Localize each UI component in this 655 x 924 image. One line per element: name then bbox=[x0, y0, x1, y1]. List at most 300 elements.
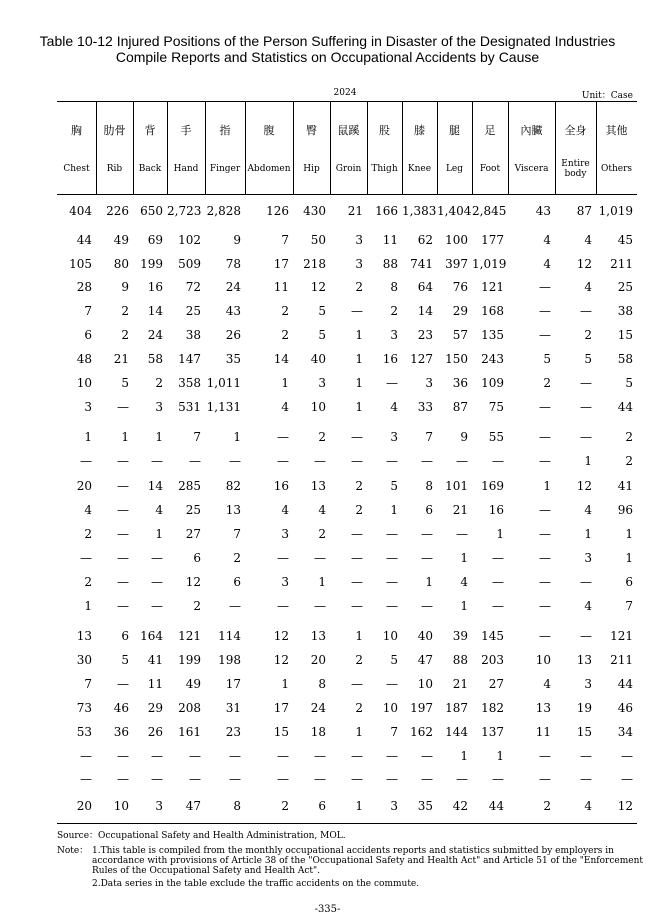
table-cell: — bbox=[421, 551, 433, 565]
column-header bbox=[555, 102, 596, 194]
table-cell: 13 bbox=[225, 503, 241, 517]
column-header-en: Viscera bbox=[514, 164, 549, 174]
table-cell: 13 bbox=[310, 629, 326, 643]
table-cell: — bbox=[539, 304, 551, 318]
table-cell: 88 bbox=[382, 257, 398, 271]
table-cell: 15 bbox=[617, 328, 633, 342]
table-cell: — bbox=[117, 527, 129, 541]
table-cell: 509 bbox=[178, 257, 201, 271]
table-cell: — bbox=[351, 551, 363, 565]
table-cell: — bbox=[492, 772, 504, 786]
table-cell: 73 bbox=[76, 701, 92, 715]
table-cell: 40 bbox=[310, 352, 326, 366]
table-cell: — bbox=[421, 749, 433, 763]
table-cell: 145 bbox=[481, 629, 504, 643]
table-cell: 5 bbox=[121, 376, 129, 390]
table-cell: 150 bbox=[445, 352, 468, 366]
table-cell: 2 bbox=[281, 799, 289, 813]
table-cell: — bbox=[456, 772, 468, 786]
table-cell: 87 bbox=[452, 400, 468, 414]
table-cell: 49 bbox=[185, 677, 201, 691]
column-divider bbox=[133, 102, 134, 194]
table-cell: — bbox=[539, 575, 551, 589]
table-cell: 14 bbox=[147, 479, 163, 493]
table-cell: 11 bbox=[535, 725, 551, 739]
table-cell: 10 bbox=[417, 677, 433, 691]
table-cell: — bbox=[386, 599, 398, 613]
table-cell: — bbox=[117, 479, 129, 493]
table-cell: 4 bbox=[318, 503, 326, 517]
column-header-en: Back bbox=[138, 164, 162, 174]
table-cell: 3 bbox=[281, 575, 289, 589]
table-cell: 137 bbox=[481, 725, 504, 739]
table-cell: 15 bbox=[273, 725, 289, 739]
table-cell: 2,845 bbox=[472, 204, 507, 218]
table-cell: 47 bbox=[185, 799, 201, 813]
table-cell: 29 bbox=[452, 304, 468, 318]
table-cell: — bbox=[229, 599, 241, 613]
table-cell: — bbox=[539, 551, 551, 565]
table-cell: 12 bbox=[576, 479, 592, 493]
table-cell: — bbox=[580, 400, 592, 414]
table-cell: 1 bbox=[355, 376, 363, 390]
table-cell: — bbox=[189, 454, 201, 468]
table-cell: — bbox=[386, 677, 398, 691]
table-cell: 2 bbox=[355, 653, 363, 667]
table-cell: 30 bbox=[76, 653, 92, 667]
table-cell: 41 bbox=[147, 653, 163, 667]
table-cell: 2 bbox=[121, 304, 129, 318]
table-cell: 49 bbox=[113, 233, 129, 247]
table-cell: — bbox=[386, 551, 398, 565]
table-cell: 1 bbox=[355, 352, 363, 366]
column-divider bbox=[293, 102, 294, 194]
table-cell: 2 bbox=[543, 799, 551, 813]
table-cell: 169 bbox=[481, 479, 504, 493]
table-cell: 46 bbox=[113, 701, 129, 715]
table-cell: 5 bbox=[390, 479, 398, 493]
table-cell: 164 bbox=[140, 629, 163, 643]
column-header bbox=[167, 102, 205, 194]
table-cell: 4 bbox=[543, 257, 551, 271]
table-cell: 4 bbox=[281, 400, 289, 414]
table-cell: 5 bbox=[543, 352, 551, 366]
table-cell: 27 bbox=[185, 527, 201, 541]
table-cell: — bbox=[151, 772, 163, 786]
table-cell: 48 bbox=[76, 352, 92, 366]
table-cell: — bbox=[151, 599, 163, 613]
table-cell: 7 bbox=[84, 677, 92, 691]
table-cell: 1 bbox=[84, 599, 92, 613]
table-cell: 1 bbox=[155, 527, 163, 541]
table-cell: 13 bbox=[535, 701, 551, 715]
table-cell: — bbox=[456, 527, 468, 541]
table-cell: 5 bbox=[121, 653, 129, 667]
table-cell: 96 bbox=[617, 503, 633, 517]
column-header-zh: 內臟 bbox=[520, 124, 543, 137]
table-cell: 44 bbox=[76, 233, 92, 247]
table-cell: — bbox=[621, 772, 633, 786]
table-cell: 161 bbox=[178, 725, 201, 739]
year-label: 2024 bbox=[333, 88, 357, 98]
table-cell: 147 bbox=[178, 352, 201, 366]
table-cell: 24 bbox=[310, 701, 326, 715]
table-cell: 39 bbox=[452, 629, 468, 643]
table-cell: 121 bbox=[178, 629, 201, 643]
table-cell: 101 bbox=[445, 479, 468, 493]
table-cell: 10 bbox=[535, 653, 551, 667]
table-cell: 166 bbox=[375, 204, 398, 218]
column-divider bbox=[555, 102, 556, 194]
table-cell: — bbox=[351, 430, 363, 444]
column-header-en: Leg bbox=[445, 164, 464, 174]
table-cell: — bbox=[539, 430, 551, 444]
table-cell: 531 bbox=[178, 400, 201, 414]
column-divider bbox=[508, 102, 509, 194]
table-cell: 4 bbox=[281, 503, 289, 517]
table-cell: 3 bbox=[390, 799, 398, 813]
table-cell: 6 bbox=[425, 503, 433, 517]
table-cell: 2 bbox=[281, 328, 289, 342]
column-header bbox=[596, 102, 637, 194]
table-cell: — bbox=[580, 629, 592, 643]
column-divider bbox=[367, 102, 368, 194]
table-cell: 4 bbox=[584, 233, 592, 247]
table-cell: 16 bbox=[488, 503, 504, 517]
table-cell: 42 bbox=[452, 799, 468, 813]
table-cell: 2 bbox=[281, 304, 289, 318]
table-cell: 6 bbox=[84, 328, 92, 342]
column-header-en: Chest bbox=[63, 164, 90, 174]
table-cell: 50 bbox=[310, 233, 326, 247]
table-cell: 2 bbox=[155, 376, 163, 390]
table-cell: 9 bbox=[121, 280, 129, 294]
table-cell: 5 bbox=[584, 352, 592, 366]
table-cell: 88 bbox=[452, 653, 468, 667]
table-cell: 57 bbox=[452, 328, 468, 342]
table-cell: 27 bbox=[488, 677, 504, 691]
table-cell: — bbox=[277, 749, 289, 763]
table-cell: 38 bbox=[185, 328, 201, 342]
table-cell: 44 bbox=[488, 799, 504, 813]
table-cell: 38 bbox=[617, 304, 633, 318]
table-cell: — bbox=[189, 772, 201, 786]
table-cell: — bbox=[492, 454, 504, 468]
table-cell: 4 bbox=[460, 575, 468, 589]
column-divider bbox=[245, 102, 246, 194]
table-cell: 2,828 bbox=[206, 204, 241, 218]
table-cell: 3 bbox=[318, 376, 326, 390]
table-cell: 6 bbox=[233, 575, 241, 589]
table-cell: 17 bbox=[225, 677, 241, 691]
table-cell: — bbox=[351, 772, 363, 786]
table-cell: — bbox=[539, 527, 551, 541]
table-cell: 62 bbox=[417, 233, 433, 247]
table-cell: 177 bbox=[481, 233, 504, 247]
table-cell: 43 bbox=[535, 204, 551, 218]
table-cell: — bbox=[151, 749, 163, 763]
table-cell: 11 bbox=[382, 233, 398, 247]
table-cell: 404 bbox=[69, 204, 92, 218]
table-cell: 1 bbox=[625, 527, 633, 541]
column-divider bbox=[596, 102, 597, 194]
table-cell: 6 bbox=[318, 799, 326, 813]
table-cell: 45 bbox=[617, 233, 633, 247]
table-cell: 109 bbox=[481, 376, 504, 390]
table-cell: 1 bbox=[460, 599, 468, 613]
table-cell: 21 bbox=[347, 204, 363, 218]
table-cell: 358 bbox=[178, 376, 201, 390]
column-header bbox=[133, 102, 167, 194]
table-cell: 1 bbox=[355, 725, 363, 739]
table-cell: — bbox=[386, 749, 398, 763]
table-cell: 4 bbox=[584, 280, 592, 294]
table-cell: 102 bbox=[178, 233, 201, 247]
table-cell: 1 bbox=[355, 629, 363, 643]
table-cell: — bbox=[277, 454, 289, 468]
table-cell: 2 bbox=[625, 430, 633, 444]
column-header-zh: 胸 bbox=[71, 124, 82, 137]
table-cell: 17 bbox=[273, 257, 289, 271]
column-header bbox=[437, 102, 472, 194]
table-cell: — bbox=[621, 749, 633, 763]
table-cell: 7 bbox=[281, 233, 289, 247]
table-cell: 12 bbox=[576, 257, 592, 271]
table-cell: 1 bbox=[233, 430, 241, 444]
table-cell: 3 bbox=[281, 527, 289, 541]
table-cell: 25 bbox=[617, 280, 633, 294]
table-cell: 100 bbox=[445, 233, 468, 247]
column-divider bbox=[205, 102, 206, 194]
table-cell: 208 bbox=[178, 701, 201, 715]
table-cell: 12 bbox=[310, 280, 326, 294]
table-cell: 2 bbox=[84, 527, 92, 541]
column-header-en: Entire body bbox=[561, 159, 590, 179]
table-cell: 2 bbox=[355, 280, 363, 294]
table-cell: 13 bbox=[310, 479, 326, 493]
table-cell: 82 bbox=[225, 479, 241, 493]
table-cell: 3 bbox=[390, 328, 398, 342]
table-cell: — bbox=[386, 772, 398, 786]
table-cell: 58 bbox=[617, 352, 633, 366]
table-cell: — bbox=[117, 772, 129, 786]
table-bottom-rule bbox=[57, 823, 637, 824]
table-cell: 121 bbox=[610, 629, 633, 643]
table-cell: — bbox=[117, 400, 129, 414]
table-cell: 3 bbox=[84, 400, 92, 414]
table-cell: — bbox=[117, 503, 129, 517]
column-header-zh: 股 bbox=[379, 124, 390, 137]
table-cell: 2 bbox=[584, 328, 592, 342]
column-divider bbox=[402, 102, 403, 194]
table-cell: 1 bbox=[281, 677, 289, 691]
table-cell: 16 bbox=[382, 352, 398, 366]
table-cell: — bbox=[492, 575, 504, 589]
table-cell: 1 bbox=[390, 503, 398, 517]
table-cell: 35 bbox=[225, 352, 241, 366]
table-cell: 1 bbox=[355, 328, 363, 342]
table-cell: 2 bbox=[318, 527, 326, 541]
column-header bbox=[96, 102, 133, 194]
table-cell: 1,404 bbox=[437, 204, 472, 218]
table-cell: — bbox=[539, 772, 551, 786]
column-header bbox=[57, 102, 96, 194]
table-cell: — bbox=[351, 454, 363, 468]
page-number: -335- bbox=[314, 904, 341, 915]
table-cell: 3 bbox=[355, 233, 363, 247]
table-cell: — bbox=[117, 551, 129, 565]
table-cell: 34 bbox=[617, 725, 633, 739]
table-cell: 26 bbox=[147, 725, 163, 739]
table-cell: 1,131 bbox=[206, 400, 241, 414]
table-cell: 2,723 bbox=[167, 204, 202, 218]
table-cell: 78 bbox=[225, 257, 241, 271]
column-header bbox=[245, 102, 293, 194]
table-cell: 285 bbox=[178, 479, 201, 493]
table-cell: 76 bbox=[452, 280, 468, 294]
table-cell: 5 bbox=[390, 653, 398, 667]
table-cell: 1 bbox=[155, 430, 163, 444]
column-header-zh: 足 bbox=[484, 124, 496, 137]
table-cell: 72 bbox=[185, 280, 201, 294]
table-cell: 17 bbox=[273, 701, 289, 715]
table-cell: 7 bbox=[425, 430, 433, 444]
table-cell: 44 bbox=[617, 400, 633, 414]
table-cell: 69 bbox=[147, 233, 163, 247]
table-cell: 3 bbox=[390, 430, 398, 444]
table-cell: 4 bbox=[543, 233, 551, 247]
column-header bbox=[508, 102, 555, 194]
table-cell: 1,383 bbox=[402, 204, 437, 218]
column-divider bbox=[472, 102, 473, 194]
table-cell: — bbox=[314, 749, 326, 763]
table-cell: 18 bbox=[310, 725, 326, 739]
unit-label: Unit：Case bbox=[581, 91, 633, 101]
table-cell: 33 bbox=[417, 400, 433, 414]
column-header-zh: 腹 bbox=[263, 124, 275, 137]
table-cell: 28 bbox=[76, 280, 92, 294]
table-cell: 114 bbox=[218, 629, 241, 643]
table-cell: 12 bbox=[617, 799, 633, 813]
column-header-zh: 臀 bbox=[306, 124, 317, 137]
table-cell: 5 bbox=[318, 304, 326, 318]
table-cell: 40 bbox=[417, 629, 433, 643]
table-cell: 1,019 bbox=[598, 204, 633, 218]
table-cell: — bbox=[351, 599, 363, 613]
table-cell: 741 bbox=[410, 257, 433, 271]
table-cell: 6 bbox=[121, 629, 129, 643]
table-cell: 19 bbox=[576, 701, 592, 715]
table-cell: 2 bbox=[355, 479, 363, 493]
table-cell: 7 bbox=[84, 304, 92, 318]
table-cell: 3 bbox=[155, 400, 163, 414]
table-cell: 6 bbox=[193, 551, 201, 565]
table-cell: 5 bbox=[318, 328, 326, 342]
table-cell: — bbox=[314, 599, 326, 613]
table-cell: — bbox=[229, 454, 241, 468]
table-cell: 14 bbox=[147, 304, 163, 318]
table-cell: 3 bbox=[355, 257, 363, 271]
table-cell: 197 bbox=[410, 701, 433, 715]
table-cell: 36 bbox=[452, 376, 468, 390]
table-cell: 211 bbox=[610, 257, 633, 271]
column-header bbox=[367, 102, 402, 194]
column-header-zh: 鼠蹊 bbox=[337, 124, 360, 137]
column-header-zh: 手 bbox=[180, 124, 192, 137]
table-cell: — bbox=[386, 575, 398, 589]
table-cell: 1 bbox=[355, 400, 363, 414]
table-cell: — bbox=[151, 575, 163, 589]
table-cell: 43 bbox=[225, 304, 241, 318]
table-cell: — bbox=[351, 575, 363, 589]
table-cell: — bbox=[351, 677, 363, 691]
header-bottom-rule bbox=[57, 194, 637, 195]
column-header-zh: 全身 bbox=[564, 124, 587, 137]
table-cell: 1 bbox=[121, 430, 129, 444]
table-cell: 36 bbox=[113, 725, 129, 739]
table-cell: — bbox=[580, 430, 592, 444]
table-cell: 8 bbox=[318, 677, 326, 691]
table-cell: 16 bbox=[273, 479, 289, 493]
table-cell: — bbox=[492, 551, 504, 565]
table-cell: — bbox=[117, 599, 129, 613]
table-cell: 12 bbox=[273, 629, 289, 643]
table-cell: 199 bbox=[140, 257, 163, 271]
column-header-en: Foot bbox=[479, 164, 501, 174]
table-cell: 21 bbox=[452, 503, 468, 517]
table-cell: 2 bbox=[543, 376, 551, 390]
table-cell: — bbox=[229, 749, 241, 763]
column-header-zh: 其他 bbox=[605, 124, 628, 137]
table-cell: 4 bbox=[584, 599, 592, 613]
table-cell: 24 bbox=[225, 280, 241, 294]
table-cell: 21 bbox=[113, 352, 129, 366]
table-cell: 31 bbox=[225, 701, 241, 715]
table-cell: 10 bbox=[310, 400, 326, 414]
column-header-en: Finger bbox=[209, 164, 241, 174]
table-cell: — bbox=[351, 527, 363, 541]
table-cell: 1 bbox=[543, 479, 551, 493]
table-cell: 1 bbox=[355, 799, 363, 813]
column-header bbox=[293, 102, 330, 194]
table-cell: — bbox=[314, 551, 326, 565]
table-cell: — bbox=[580, 749, 592, 763]
table-cell: — bbox=[421, 527, 433, 541]
table-cell: — bbox=[539, 454, 551, 468]
table-cell: 650 bbox=[140, 204, 163, 218]
column-header-en: Rib bbox=[106, 164, 123, 174]
table-cell: — bbox=[539, 629, 551, 643]
table-cell: — bbox=[277, 430, 289, 444]
table-cell: 46 bbox=[617, 701, 633, 715]
table-cell: 1 bbox=[84, 430, 92, 444]
table-cell: 14 bbox=[417, 304, 433, 318]
table-cell: 7 bbox=[625, 599, 633, 613]
column-header-zh: 腿 bbox=[449, 124, 460, 137]
table-cell: 9 bbox=[233, 233, 241, 247]
source-note: Source：Occupational Safety and Health Administration, MOL. bbox=[57, 831, 346, 841]
table-cell: 64 bbox=[417, 280, 433, 294]
table-cell: 87 bbox=[576, 204, 592, 218]
table-cell: 1 bbox=[460, 749, 468, 763]
table-cell: 75 bbox=[488, 400, 504, 414]
table-cell: — bbox=[580, 304, 592, 318]
table-cell: 3 bbox=[155, 799, 163, 813]
table-cell: 14 bbox=[273, 352, 289, 366]
table-cell: — bbox=[351, 304, 363, 318]
table-cell: 4 bbox=[84, 503, 92, 517]
table-cell: 35 bbox=[417, 799, 433, 813]
